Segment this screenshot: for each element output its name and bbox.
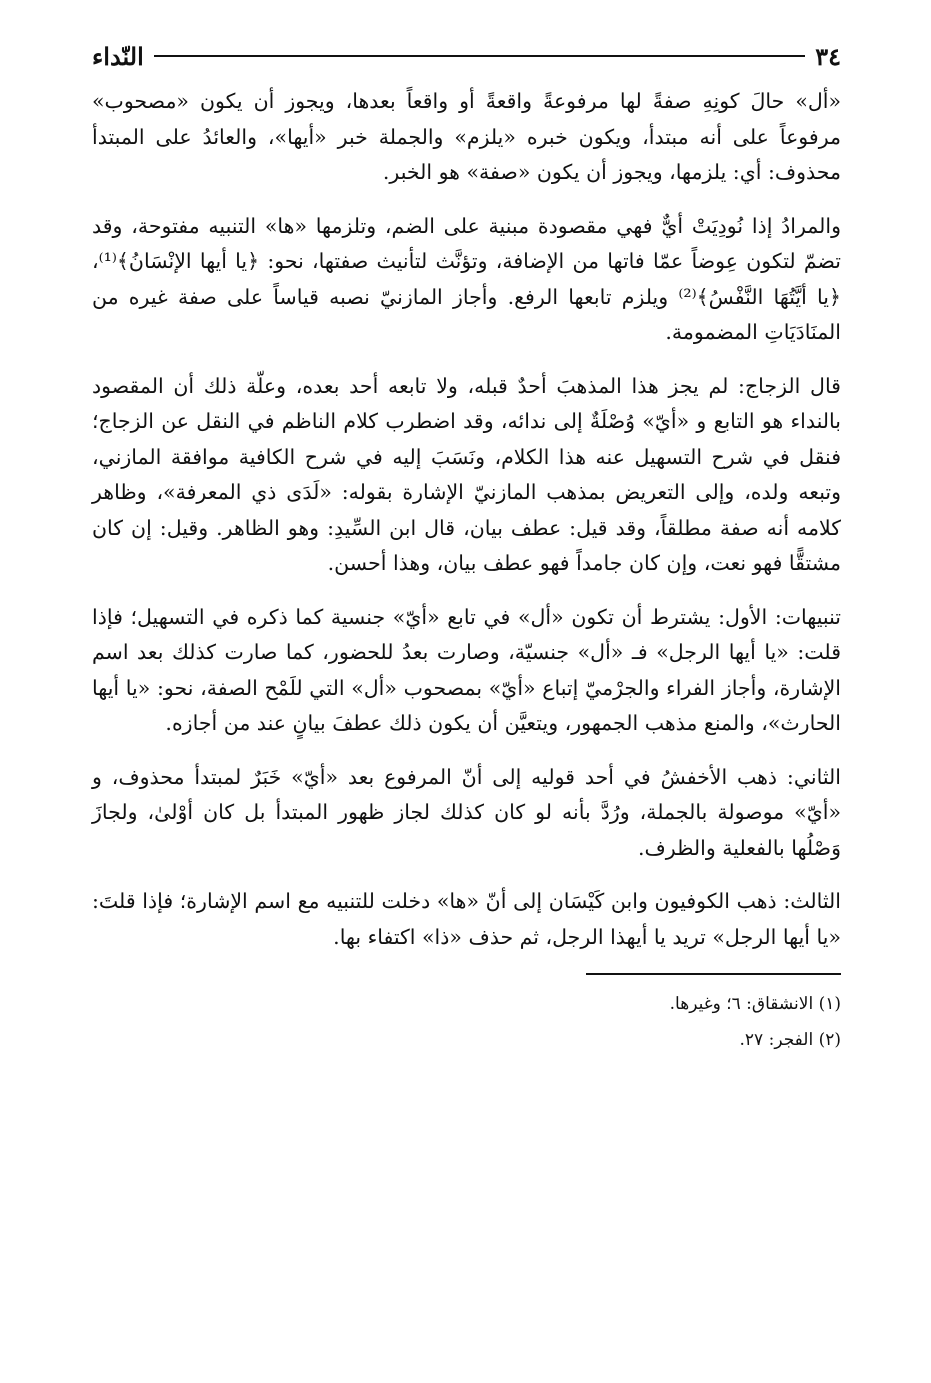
paragraph: والمرادُ إذا نُودِيَتْ أيٌّ فهي مقصودة مبنية على الضم، وتلزمها «ها» التنبيه مفتوحة، وقد تضمّ لتكون عِوضاً عمّا فاتها من الإضافة، وتؤنَّث لتأنيث صفتها، نحو: ﴿يا أيها الإنْسَانُ﴾⁽¹⁾، ﴿يا أيَّتُهَا النَّفْسُ﴾⁽²⁾ ويلزم تابعها الرفع. وأجاز المازنيّ نصبه قياساً على صفة غيره من المنَادَيَاتِ المضمومة. bbox=[92, 213, 841, 344]
page-number: ٣٤ bbox=[815, 41, 841, 71]
paragraph: قال الزجاج: لم يجز هذا المذهبَ أحدٌ قبله، ولا تابعه أحد بعده، وعلّة ذلك أن المقصود بالنداء هو التابع و «أيّ» وُصْلَةٌ إلى ندائه، وقد اضطرب كلام الناظم في النقل عن الزجاج؛ فنقل في شرح التسهيل عنه هذا الكلام، ونَسَبَ إليه في شرح الكافية موافقة المازني، وتبعه ولده، وإلى التعريض بمذهب المازنيّ الإشارة بقوله: «لَدَى ذي المعرفة»، وظاهر كلامه أنه صفة مطلقاً، وقد قيل: عطف بيان، قال ابن السِّيدِ: وهو الظاهر. وقيل: إن كان مشتقًّا فهو نعت، وإن كان جامداً فهو عطف بيان، وهذا أحسن. bbox=[92, 373, 841, 575]
paragraph: الثالث: ذهب الكوفيون وابن كَيْسَان إلى أنّ «ها» دخلت للتنبيه مع اسم الإشارة؛ فإذا قلتَ: «يا أيها الرجل» تريد يا أيهذا الرجل، ثم حذف «ذا» اكتفاء بها. bbox=[92, 889, 841, 949]
footnote-rule bbox=[586, 973, 841, 975]
running-head bbox=[92, 36, 841, 76]
header-rule bbox=[154, 55, 805, 57]
footnote: (٢) الفجر: ٢٧. bbox=[739, 1030, 841, 1050]
running-title: النّداء bbox=[92, 41, 144, 71]
footnote: (١) الانشقاق: ٦؛ وغيرها. bbox=[669, 994, 841, 1014]
paragraph: «أل» حالَ كونِهِ صفةً لها مرفوعةً واقعةً أو واقعاً بعدها، ويجوز أن يكون «مصحوب» مرفوعاً على أنه مبتدأ، ويكون خبره «يلزم» والجملة خبر «أيها»، والعائدُ على المبتدأ محذوف: أي: يلزمها، ويجوز أن يكون «صفة» هو الخبر. bbox=[92, 89, 841, 184]
body-text bbox=[92, 84, 841, 955]
footnotes bbox=[92, 989, 841, 1055]
paragraph: الثاني: ذهب الأخفشُ في أحد قوليه إلى أنّ المرفوع بعد «أيّ» خَبَرٌ لمبتدأ محذوف، و «أيّ» موصولة بالجملة، ورُدَّ بأنه لو كان كذلك لجاز ظهور المبتدأ بل كان أوْلىٰ، ولجازَ وَصْلُها بالفعلية والظرف. bbox=[92, 764, 841, 860]
paragraph: تنبيهات: الأول: يشترط أن تكون «أل» في تابع «أيّ» جنسية كما ذكره في التسهيل؛ فإذا قلت: «يا أيها الرجل» فـ «أل» جنسيّة، وصارت بعدُ للحضور، كما صارت كذلك بعد اسم الإشارة، وأجاز الفراء والجرْميّ إتباع «أيّ» بمصحوب «أل» التي للَمْح الصفة، نحو: «يا أيها الحارث»، والمنع مذهب الجمهور، ويتعيَّن أن يكون ذلك عطفَ بيانٍ عند من أجازه. bbox=[92, 604, 841, 735]
